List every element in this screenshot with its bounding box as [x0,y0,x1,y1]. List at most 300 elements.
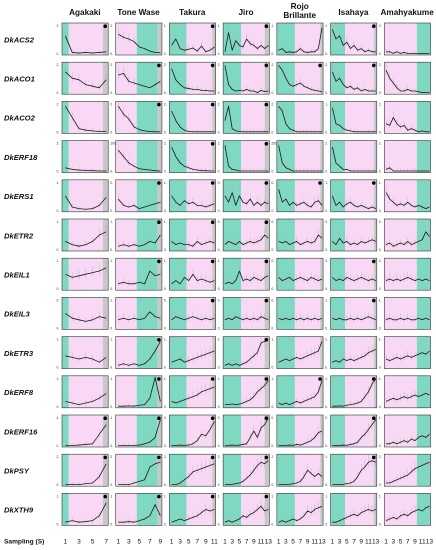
y-tick-label: 0. [217,180,221,185]
significance-dot [103,24,107,28]
x-tick-tone-wase-3: 3 [127,538,131,546]
gene-label-dkerf18: DkERF18 [4,152,38,162]
band-teal [169,219,186,251]
panel-dkeil1-rojo-brillante [271,258,323,291]
band-teal [331,337,345,369]
y-tick-label: 0. [217,130,221,135]
band-teal [331,297,345,329]
band-teal [277,258,295,290]
band-pink [241,258,264,290]
y-tick-label: 1. [56,180,60,185]
significance-dot [211,377,215,381]
panel-dkerf16-amahyakume [379,415,431,448]
gene-label-dkerf16: DkERF16 [4,427,38,437]
panel-dketr2-takura [164,219,216,252]
band-pink [187,23,213,55]
panel-dkpsy-takura [164,454,216,487]
band-pink [116,23,137,55]
panel-dkers1-agakaki [57,180,109,213]
y-tick-label: 0. [325,248,328,252]
x-tick-isahaya-3: 3 [337,538,342,546]
cultivar-header-rojo-brillante: Rojo [290,2,309,11]
band-gray [374,219,377,251]
band-pink [116,493,137,525]
y-tick-label: 0. [271,326,275,331]
panel-dkxth9-takura [164,493,216,526]
panel-dkerf8-amahyakume [379,376,431,409]
y-tick-label: 2. [325,63,328,68]
panel-dkeil1-takura [164,258,216,291]
gene-label-dketr2: DkETR2 [4,231,34,241]
y-tick-label: 0. [271,169,275,174]
band-pink [345,454,374,486]
panel-dkeil1-isahaya [325,258,377,291]
panel-dkerf18-amahyakume [379,141,431,174]
band-pink [116,376,137,408]
x-tick-takura-1: 1 [169,538,174,546]
y-tick-label: 1. [163,494,167,499]
band-teal [417,23,431,55]
significance-dot [157,64,161,68]
significance-dot [265,299,269,303]
y-tick-label: 0. [110,326,114,331]
y-tick-label: 2. [378,102,382,107]
y-tick-label: 0. [217,483,221,488]
band-pink [295,141,320,173]
band-teal [331,454,345,486]
band-teal [137,415,158,447]
y-tick-label: 0. [56,444,60,448]
y-tick-label: 0. [163,52,167,56]
y-tick-label: 1. [110,337,114,342]
band-gray [320,101,323,133]
y-tick-label: 1. [56,337,60,342]
y-tick-label: 0. [217,52,221,56]
y-tick-label: 0. [325,208,328,213]
band-pink [295,101,320,133]
y-tick-label: 0. [271,248,275,252]
panel-dkaco1-jiro [218,62,270,95]
band-pink [345,258,374,290]
x-tick-isahaya-13: 13 [372,538,380,546]
panel-dkacs2-jiro [218,23,270,56]
band-gray [103,219,108,251]
panel-dkerf8-jiro [218,376,270,409]
y-tick-label: 1. [56,494,60,499]
y-tick-label: 100. [110,141,117,146]
band-pink [241,101,264,133]
band-pink [116,258,137,290]
y-tick-label: 0. [325,169,328,174]
y-tick-label: 2. [163,141,167,146]
panel-dkerf8-rojo-brillante [271,376,323,409]
significance-dot [372,181,376,185]
band-gray [103,376,108,408]
x-axis-ticks [64,539,434,546]
y-tick-label: 0. [378,169,382,174]
significance-dot [372,260,376,264]
y-tick-label: 1. [163,259,167,264]
significance-dot [211,181,215,185]
band-teal [223,415,241,447]
y-tick-label: 0. [110,483,114,488]
y-tick-label: 1. [217,259,221,264]
x-axis-label: Sampling (S) [4,538,45,546]
panel-grid [57,23,431,526]
x-tick-rojo-brillante-11: 11 [311,538,319,546]
panel-dkeil3-agakaki [57,297,109,330]
band-teal [169,101,186,133]
significance-dot [211,456,215,460]
panel-dkeil3-rojo-brillante [271,297,323,330]
panel-dkaco2-jiro [218,101,270,134]
y-tick-label: 0. [163,248,167,252]
y-tick-label: 0. [163,130,167,135]
band-gray [103,337,108,369]
y-tick-label: 0. [378,220,382,224]
significance-dot [372,64,376,68]
panel-dkxth9-amahyakume [379,493,431,526]
y-tick-label: 0. [271,259,275,264]
y-tick-label: 0. [217,287,221,292]
band-teal [417,141,431,173]
band-pink [187,297,213,329]
y-tick-label: 0. [378,91,382,96]
y-tick-label: 0. [271,287,275,292]
band-pink [187,180,213,212]
panel-dkerf18-jiro [218,141,270,174]
significance-dot [211,64,215,68]
band-pink [384,493,416,525]
x-tick-isahaya-9: 9 [359,538,364,546]
band-teal [277,337,295,369]
significance-dot [103,456,107,460]
significance-dot [372,24,376,28]
band-teal [417,337,431,369]
y-tick-label: 0. [56,208,60,213]
gene-label-dkerf8: DkERF8 [4,388,34,398]
y-tick-label: 2. [110,455,114,460]
y-tick-label: 0. [56,365,60,370]
band-pink [384,376,416,408]
y-tick-label: 2. [378,24,382,28]
y-tick-label: 0. [56,522,60,527]
y-tick-label: 1. [163,220,167,224]
y-tick-label: 2. [110,63,114,68]
y-tick-label: 0. [163,444,167,448]
band-gray [158,23,162,55]
y-tick-label: 0. [110,91,114,96]
panel-dkerf16-jiro [218,415,270,448]
band-teal [169,415,186,447]
band-teal [331,376,345,408]
y-tick-label: 0. [163,326,167,331]
y-tick-label: 2. [217,141,221,146]
band-teal [331,23,345,55]
band-gray [103,258,108,290]
panel-dkacs2-agakaki [57,23,109,56]
y-tick-label: 0. [271,91,275,96]
x-tick-agakaki-1: 1 [63,538,68,546]
band-gray [103,101,108,133]
cultivar-header-takura: Takura [179,8,206,17]
band-pink [187,337,213,369]
panel-dkxth9-jiro [218,493,270,526]
y-tick-label: 0. [56,248,60,252]
band-pink [187,141,213,173]
y-tick-label: 1. [56,220,60,224]
band-teal [137,62,158,94]
significance-dot [265,103,269,107]
y-tick-label: 2. [378,63,382,68]
panel-dkerf18-agakaki [57,141,109,174]
y-tick-label: 0. [378,444,382,448]
significance-dot [157,260,161,264]
y-tick-label: 1. [110,298,114,303]
y-tick-label: 1. [217,494,221,499]
y-tick-label: 2. [56,141,60,146]
band-pink [116,101,137,133]
y-tick-label: 1. [271,337,275,342]
y-tick-label: 0. [271,483,275,488]
y-tick-label: 1. [378,337,382,342]
panel-dkpsy-rojo-brillante [271,454,323,487]
band-teal [417,258,431,290]
significance-dot [265,456,269,460]
band-teal [277,415,295,447]
panel-dketr3-rojo-brillante [271,337,323,370]
y-tick-label: 2. [56,24,60,28]
band-pink [345,141,374,173]
x-tick-jiro-3: 3 [230,538,235,546]
band-gray [103,180,108,212]
y-tick-label: 2. [217,455,221,460]
panel-dkacs2-takura [164,23,216,56]
panel-dkeil3-tone-wase [110,297,162,330]
x-tick-jiro-5: 5 [237,538,242,546]
band-teal [62,415,69,447]
panel-dketr2-agakaki [57,219,109,252]
y-tick-label: 0. [110,208,114,213]
x-tick-agakaki-5: 5 [90,538,95,546]
y-tick-label: 2. [217,63,221,68]
panel-dketr2-rojo-brillante [271,219,323,252]
band-teal [331,62,345,94]
y-tick-label: 0. [110,365,114,370]
significance-dot [157,103,161,107]
y-tick-label: 0. [110,444,114,448]
panel-dkpsy-agakaki [57,454,109,487]
y-tick-label: 1. [325,494,328,499]
y-tick-label: 1. [378,298,382,303]
y-tick-label: 0. [325,522,328,527]
y-tick-label: 1. [217,376,221,381]
band-teal [169,141,186,173]
y-tick-label: 0. [378,404,382,409]
gene-label-dkeil1: DkEIL1 [4,270,30,280]
band-teal [169,337,186,369]
y-tick-label: 2. [110,24,114,28]
panel-dkaco2-agakaki [57,101,109,134]
y-tick-label: 0. [110,130,114,135]
gene-label-dkers1: DkERS1 [4,192,34,202]
panel-dkerf16-tone-wase [110,415,162,448]
y-tick-label: 0. [325,220,328,224]
y-tick-label: 1. [325,455,328,460]
significance-dot [157,377,161,381]
y-tick-label: 0. [217,326,221,331]
y-tick-label: 0. [56,130,60,135]
y-tick-label: 0. [271,130,275,135]
y-tick-label: 0. [325,130,328,135]
y-tick-label: 0. [110,287,114,292]
y-tick-label: 0. [217,404,221,409]
y-tick-label: 0. [325,404,328,409]
y-tick-label: 1. [163,24,167,28]
gene-label-dkpsy: DkPSY [4,466,29,476]
significance-dot [211,142,215,146]
band-teal [169,297,186,329]
band-teal [277,297,295,329]
significance-dot [157,495,161,499]
y-tick-label: 0. [325,287,328,292]
y-tick-label: 2. [110,102,114,107]
y-tick-label: 2. [56,455,60,460]
panel-dketr3-amahyakume [379,337,431,370]
gene-row-labels [4,35,38,514]
x-tick-isahaya-1: 1 [330,538,335,546]
band-gray [158,297,162,329]
y-tick-label: 0. [271,298,275,303]
band-gray [320,219,323,251]
panel-dketr3-tone-wase [110,337,162,370]
y-tick-label: 0. [271,180,275,185]
panel-dketr2-jiro [218,219,270,252]
y-tick-label: 1. [110,259,114,264]
y-tick-label: 1. [325,376,328,381]
panel-dkpsy-tone-wase [110,454,162,487]
y-tick-label: 0. [110,169,114,174]
y-tick-label: 0. [217,169,221,174]
band-teal [417,376,431,408]
x-tick-jiro-7: 7 [244,538,249,546]
band-pink [187,454,213,486]
y-tick-label: 0. [378,326,382,331]
x-tick-agakaki-3: 3 [77,538,81,546]
x-tick-tone-wase-9: 9 [158,538,163,546]
y-tick-label: 0. [217,416,221,420]
panel-dkeil3-amahyakume [379,297,431,330]
panel-dkaco1-isahaya [325,62,377,95]
significance-dot [265,338,269,342]
significance-dot [157,456,161,460]
band-pink [295,297,320,329]
significance-dot [103,495,107,499]
x-tick-amahyakume-3: 3 [391,538,396,546]
cultivar-header-amahyakume: Amahyakume [380,8,434,17]
y-tick-label: 2. [325,141,328,146]
y-tick-label: 2. [271,455,275,460]
y-tick-label: 2. [325,337,328,342]
band-teal [277,454,295,486]
panel-dkaco1-agakaki [57,62,109,95]
band-teal [277,219,295,251]
band-gray [320,493,323,525]
band-gray [158,141,162,173]
significance-dot [372,377,376,381]
band-gray [374,141,377,173]
y-tick-label: 0. [325,52,328,56]
band-pink [116,454,137,486]
x-tick-amahyakume-13: 13 [425,538,434,546]
panel-dketr2-tone-wase [110,219,162,252]
y-tick-label: 1. [271,24,275,28]
y-tick-label: 1. [56,376,60,381]
panel-dkxth9-tone-wase [110,493,162,526]
band-gray [320,454,323,486]
x-tick-jiro-9: 9 [251,538,256,546]
x-tick-rojo-brillante-7: 7 [298,538,303,546]
panel-dkers1-jiro [218,180,270,213]
panel-dkpsy-amahyakume [379,454,431,487]
panel-dkerf16-isahaya [325,415,377,448]
y-tick-label: 0. [217,522,221,527]
band-gray [374,337,377,369]
significance-dot [211,220,215,224]
significance-dot [211,416,215,420]
y-tick-label: 1. [271,494,275,499]
band-pink [345,337,374,369]
band-gray [212,337,215,369]
significance-dot [372,416,376,420]
panel-dkerf8-takura [164,376,216,409]
y-tick-label: 0. [110,404,114,409]
y-tick-label: 0. [163,208,167,213]
y-tick-label: 0. [378,483,382,488]
band-teal [417,62,431,94]
panel-dkeil1-agakaki [57,258,109,291]
band-teal [417,415,431,447]
band-pink [384,454,416,486]
band-teal [417,101,431,133]
y-tick-label: 0. [163,169,167,174]
panel-dkeil3-jiro [218,297,270,330]
y-tick-label: 0. [271,444,275,448]
x-tick-jiro-1: 1 [223,538,227,546]
band-pink [69,297,103,329]
band-gray [103,297,108,329]
band-teal [62,454,69,486]
y-tick-label: 2. [163,416,167,420]
y-tick-label: 0. [110,52,114,56]
y-tick-label: 1. [163,376,167,381]
band-pink [187,62,213,94]
band-teal [277,101,295,133]
x-tick-amahyakume-11: 11 [418,538,426,546]
cultivar-header-isahaya: Isahaya [338,8,369,17]
y-tick-label: 1. [378,494,382,499]
y-tick-label: 1. [217,337,221,342]
y-tick-label: 0. [56,404,60,409]
y-tick-label: 1. [110,416,114,420]
panel-dkerf18-isahaya [325,141,377,174]
significance-dot [211,103,215,107]
x-tick-jiro-13: 13 [264,538,272,546]
panel-dkacs2-rojo-brillante [271,23,323,56]
band-gray [103,141,108,173]
band-teal [331,493,345,525]
band-pink [384,219,416,251]
